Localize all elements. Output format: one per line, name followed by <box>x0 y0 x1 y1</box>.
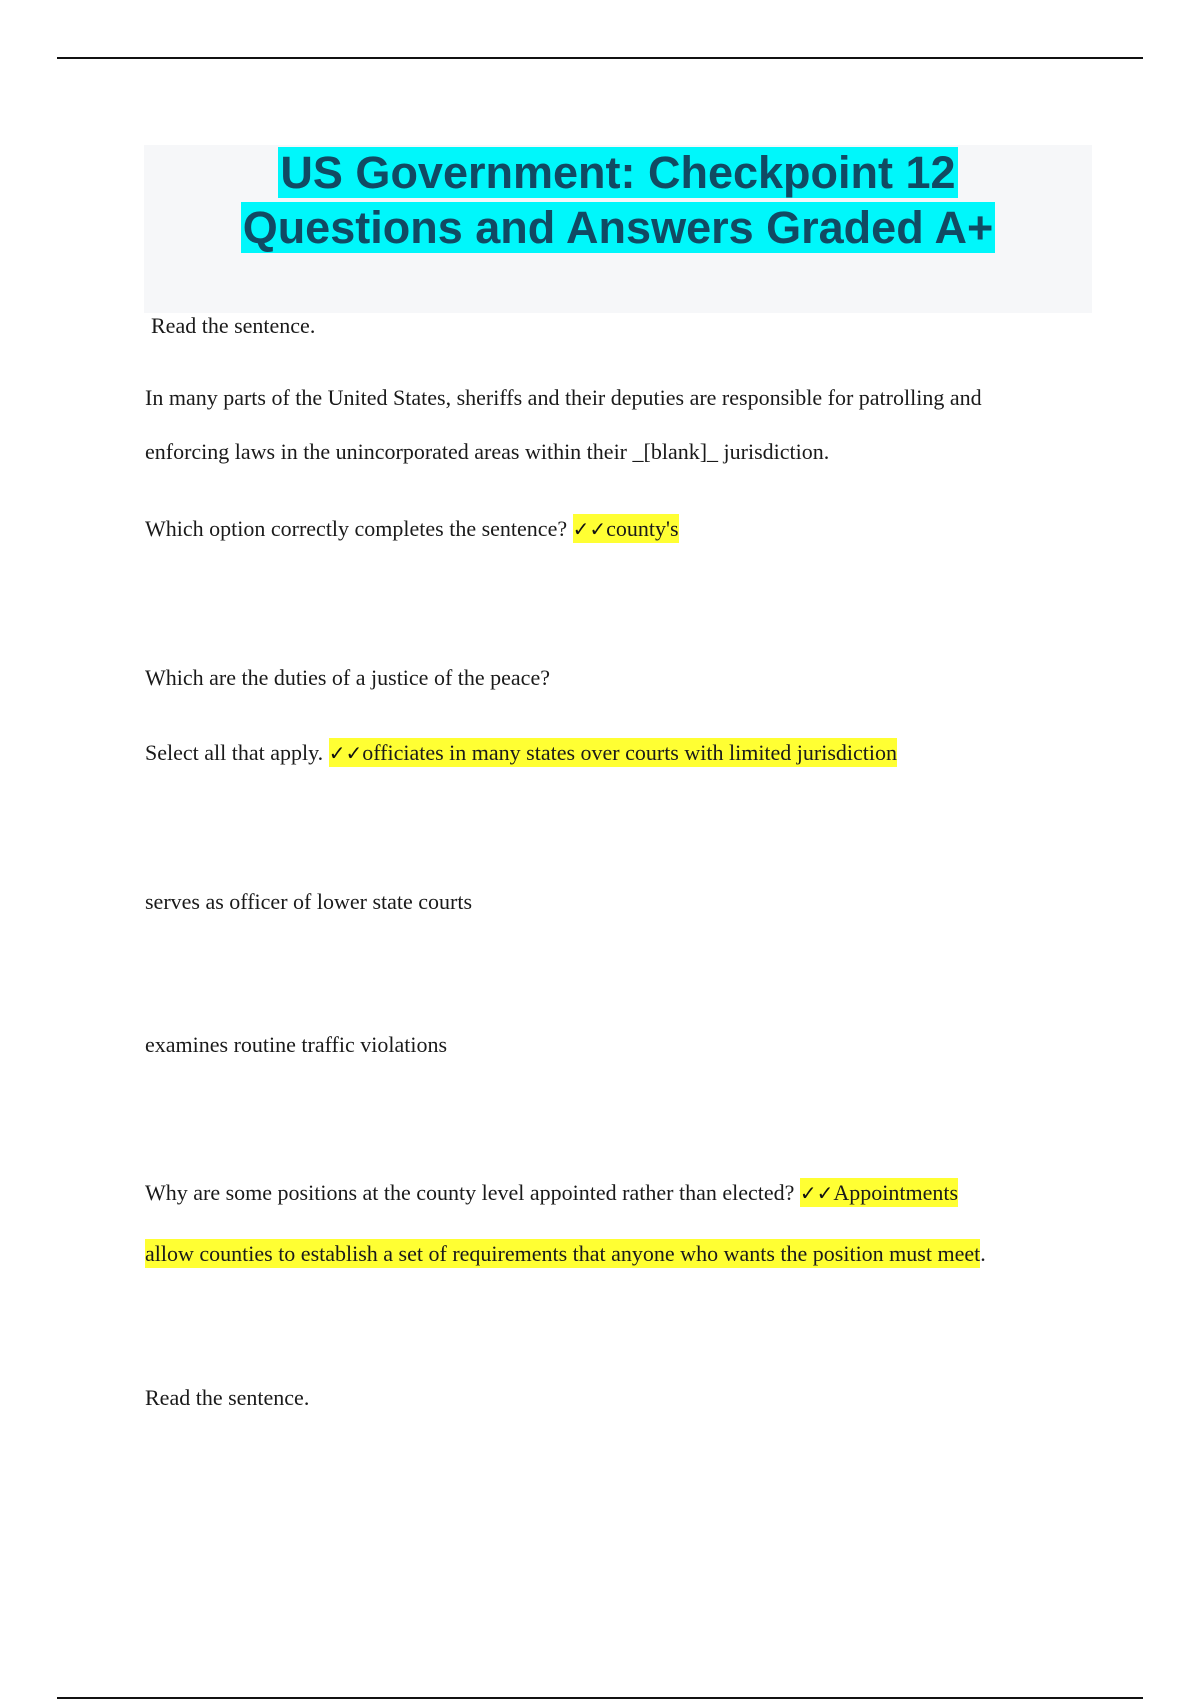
document-title-line-2: Questions and Answers Graded A+ <box>242 202 994 253</box>
q3-answer-highlight-1 <box>800 1178 958 1207</box>
q1-answer-highlight <box>573 514 679 543</box>
q2-answer: officiates in many states over courts with limited jurisdiction <box>362 740 898 765</box>
bottom-rule <box>57 1697 1143 1699</box>
q2-option-2: serves as officer of lower state courts <box>145 889 473 914</box>
title-block <box>144 145 1092 313</box>
q2-question: Which are the duties of a justice of the peace? <box>145 665 550 690</box>
q1-sentence-line-1: In many parts of the United States, sheriffs and their deputies are responsible for patrolling and <box>145 385 982 410</box>
check-mark-icon: ✓✓ <box>572 517 607 541</box>
q2-answer-highlight <box>329 738 897 767</box>
q2-prompt: Select all that apply. <box>145 740 324 765</box>
top-rule <box>57 57 1143 59</box>
q3-question-line <box>145 1179 958 1207</box>
q1-answer: county's <box>606 516 679 541</box>
check-mark-icon: ✓✓ <box>799 1181 834 1205</box>
q1-question: Which option correctly completes the sentence? <box>145 516 568 541</box>
q3-answer-part-2: allow counties to establish a set of requirements that anyone who wants the position must meet <box>145 1241 981 1266</box>
q3-answer-part-1: Appointments <box>833 1180 959 1205</box>
q2-option-3: examines routine traffic violations <box>145 1032 448 1057</box>
q1-question-line <box>145 515 679 543</box>
q1-sentence-line-2: enforcing laws in the unincorporated areas within their _[blank]_ jurisdiction. <box>145 439 830 464</box>
q2-prompt-line <box>145 739 897 767</box>
q4-intro: Read the sentence. <box>145 1385 310 1410</box>
q3-answer-line-2 <box>145 1240 986 1268</box>
q3-question: Why are some positions at the county level appointed rather than elected? <box>145 1180 795 1205</box>
q1-intro: Read the sentence. <box>151 313 316 338</box>
document-title-line-1: US Government: Checkpoint 12 <box>280 147 956 198</box>
q3-trailing-period: . <box>980 1241 986 1266</box>
check-mark-icon: ✓✓ <box>328 741 363 765</box>
